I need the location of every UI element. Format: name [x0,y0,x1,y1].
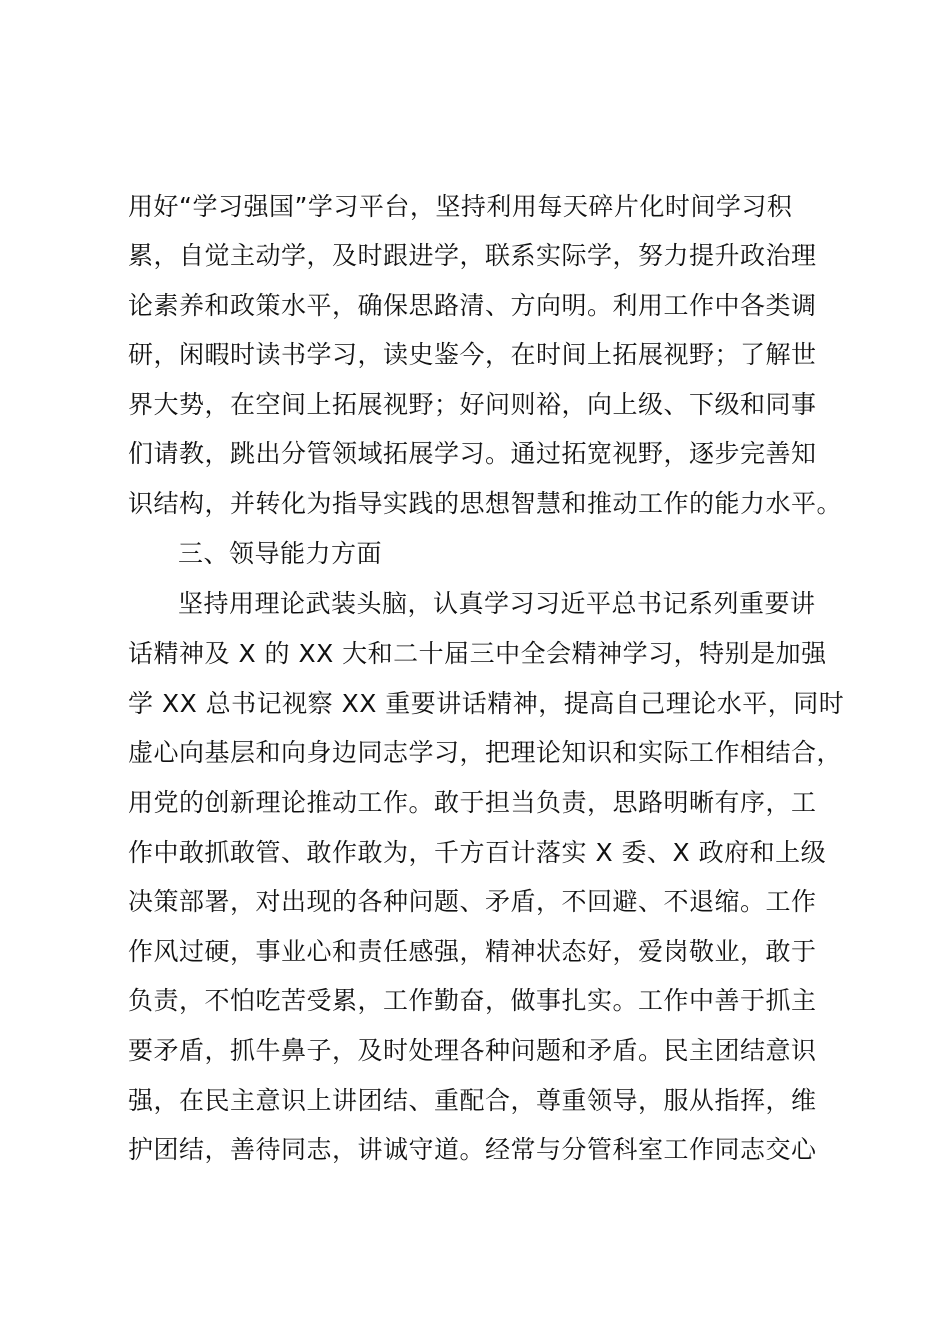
text-line-1: 用好“学习强国”学习平台，坚持利用每天碎片化时间学习积 [128,192,793,221]
text-line-4: 研，闲暇时读书学习，读史鉴今，在时间上拓展视野；了解世 [128,340,817,369]
text-line-13: 用党的创新理论推动工作。敢于担当负责，思路明晰有序，工 [128,788,817,817]
text-line-2: 累，自觉主动学，及时跟进学，联系实际学，努力提升政治理 [128,241,817,270]
text-line-17: 负责，不怕吃苦受累，工作勤奋，做事扎实。工作中善于抓主 [128,986,817,1015]
text-line-9: 坚持用理论武装头脑，认真学习习近平总书记系列重要讲 [178,589,816,618]
text-line-6: 们请教，跳出分管领域拓展学习。通过拓宽视野，逐步完善知 [128,439,817,468]
text-line-15: 决策部署，对出现的各种问题、矛盾，不回避、不退缩。工作 [128,887,817,916]
text-line-11: 学 XX 总书记视察 XX 重要讲话精神，提高自己理论水平，同时 [128,689,845,718]
text-line-19: 强，在民主意识上讲团结、重配合，尊重领导，服从指挥，维 [128,1086,817,1115]
text-line-12: 虚心向基层和向身边同志学习，把理论知识和实际工作相结合， [128,738,843,767]
text-line-5: 界大势，在空间上拓展视野；好问则裕，向上级、下级和同事 [128,390,817,419]
text-line-16: 作风过硬，事业心和责任感强，精神状态好，爱岗敬业，敢于 [128,937,817,966]
text-line-10: 话精神及 X 的 XX 大和二十届三中全会精神学习，特别是加强 [128,639,827,668]
text-line-14: 作中敢抓敢管、敢作敢为，千方百计落实 X 委、X 政府和上级 [128,838,827,867]
text-line-3: 论素养和政策水平，确保思路清、方向明。利用工作中各类调 [128,291,817,320]
text-line-7: 识结构，并转化为指导实践的思想智慧和推动工作的能力水平。 [128,489,843,518]
text-line-20: 护团结，善待同志，讲诚守道。经常与分管科室工作同志交心 [128,1135,817,1164]
section-heading: 三、领导能力方面 [178,539,383,568]
text-line-18: 要矛盾，抓牛鼻子，及时处理各种问题和矛盾。民主团结意识 [128,1036,817,1065]
